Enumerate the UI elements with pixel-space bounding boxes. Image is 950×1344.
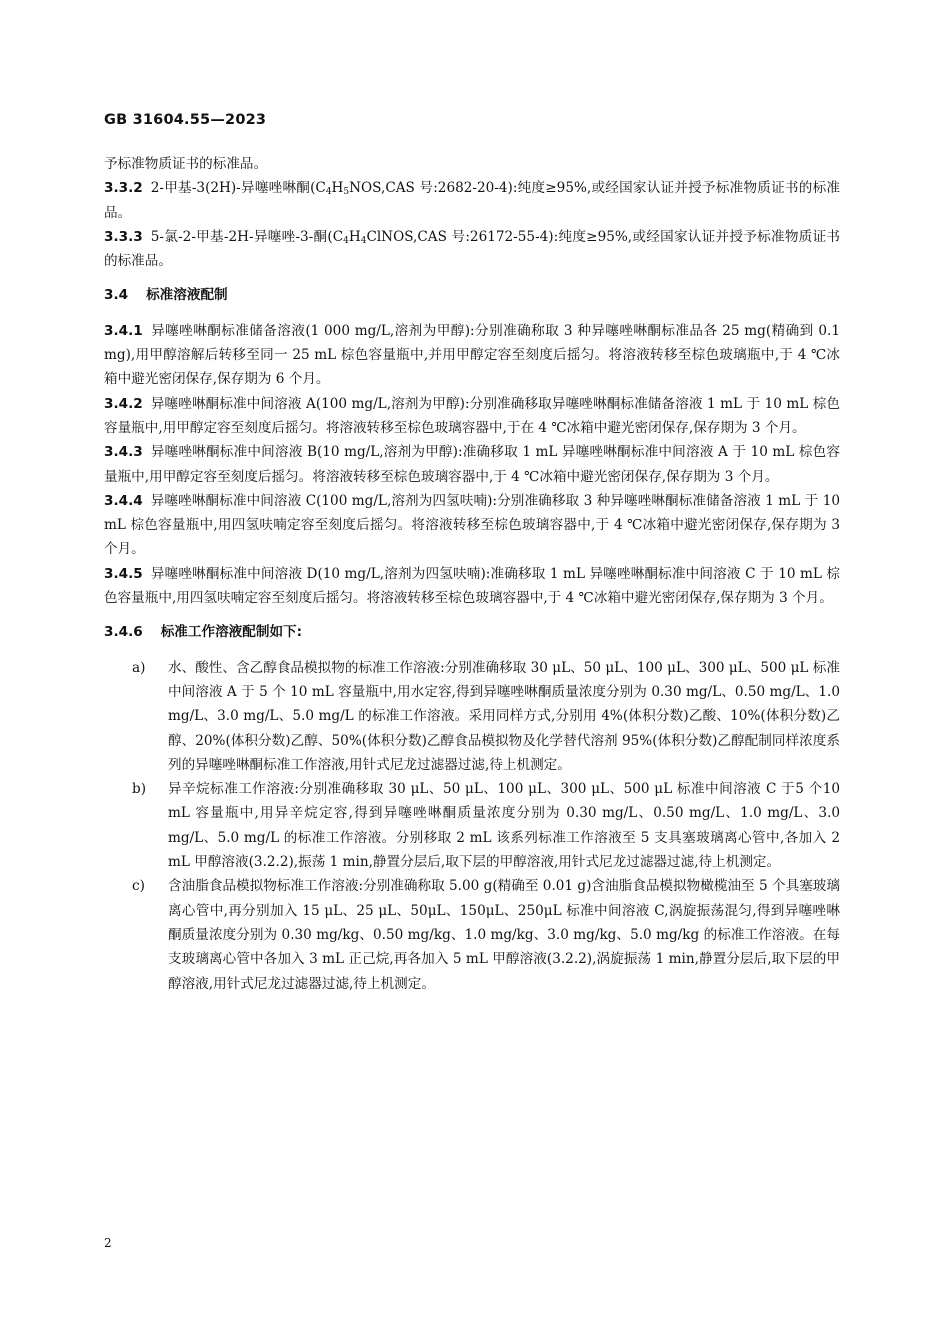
clause-number: 3.4.5 <box>104 565 143 582</box>
page-number: 2 <box>104 1236 112 1250</box>
clause-number: 3.3.3 <box>104 228 143 245</box>
formula-text: H <box>331 180 344 197</box>
clause-text: 5-氯-2-甲基-2H-异噻唑-3-酮(C <box>150 228 344 245</box>
clause-text: 异噻唑啉酮标准中间溶液 D(10 mg/L,溶剂为四氢呋喃):准确移取 1 mL 异噻唑啉酮标准中间溶液 C 于 10 mL 棕色容量瓶中,用四氢呋喃定容至刻度后摇匀。将溶液转移至棕色玻璃容器中,于 4 ℃冰箱中避光密闭保存,保存期为 3 个月。 <box>104 565 840 607</box>
section-number: 3.4 <box>104 287 129 304</box>
clause-text: ClNOS,CAS 号:26172-55-4):纯度≥95%,或经国家认证并授予标准物质证书的标准品。 <box>104 228 840 270</box>
clause-number: 3.4.3 <box>104 444 143 461</box>
list-item-a <box>104 656 840 777</box>
clause-number: 3.4.2 <box>104 395 143 412</box>
clause-number: 3.4.1 <box>104 322 143 339</box>
formula-subscript: 4 <box>325 187 332 198</box>
continued-paragraph: 予标准物质证书的标准品。 <box>104 156 268 172</box>
clause-number: 3.4.4 <box>104 492 143 509</box>
list-item-b <box>104 777 840 874</box>
clause-text: 异噻唑啉酮标准中间溶液 A(100 mg/L,溶剂为甲醇):分别准确移取异噻唑啉酮标准储备溶液 1 mL 于 10 mL 棕色容量瓶中,用甲醇定容至刻度后摇匀。将溶液转移至棕色玻璃容器中,于在 4 ℃冰箱中避光密闭保存,保存期为 3 个月。 <box>104 395 840 436</box>
clause-3-3-2 <box>104 176 840 225</box>
clause-3-4-3 <box>104 440 840 489</box>
section-title: 标准工作溶液配制如下: <box>160 624 303 641</box>
clause-3-4-1 <box>104 319 840 392</box>
clause-3-3-3 <box>104 225 840 274</box>
formula-subscript: 4 <box>360 235 367 246</box>
list-marker: a) <box>132 659 146 676</box>
list-item-text: 异辛烷标准工作溶液:分别准确移取 30 μL、50 μL、100 μL、300 μL、500 μL 标准中间溶液 C 于5 个10 mL 容量瓶中,用异辛烷定容,得到异噻唑啉酮质量浓度分别为 0.30 mg/L、0.50 mg/L、1.0 mg/L、3.0 mg/L、5.0 mg/L 的标准工作溶液。分别移取 2 mL 该系列标准工作溶液至 5 支具塞玻璃离心管中,各加入 2 mL 甲醇溶液(3.2.2),振荡 1 min,静置分层后,取下层的甲醇溶液,用针式尼龙过滤器过滤,待上机测定。 <box>168 781 840 871</box>
document-body <box>104 152 840 996</box>
clause-text: NOS,CAS 号:2682-20-4):纯度≥95%,或经国家认证并授予标准物质证书的标准品。 <box>104 180 840 221</box>
list-item-text: 水、酸性、含乙醇食品模拟物的标准工作溶液:分别准确移取 30 μL、50 μL、100 μL、300 μL、500 μL 标准中间溶液 A 于 5 个 10 mL 容量瓶中,用水定容,得到异噻唑啉酮质量浓度分别为 0.30 mg/L、0.50 mg/L、1.0 mg/L、3.0 mg/L、5.0 mg/L 的标准工作溶液。采用同样方式,分别用 4%(体积分数)乙酸、10%(体积分数)乙醇、20%(体积分数)乙醇、50%(体积分数)乙醇食品模拟物及化学替代溶剂 95%(体积分数)乙醇配制同样浓度系列的异噻唑啉酮标准工作溶液,用针式尼龙过滤器过滤,待上机测定。 <box>168 659 840 773</box>
clause-number: 3.3.2 <box>104 180 143 197</box>
list-marker: c) <box>132 878 145 895</box>
formula-subscript: 5 <box>343 187 350 198</box>
section-heading-3-4-6 <box>104 620 840 644</box>
formula-text: H <box>348 228 361 245</box>
clause-text: 2-甲基-3(2H)-异噻唑啉酮(C <box>150 180 326 197</box>
section-number: 3.4.6 <box>104 624 143 641</box>
section-heading-3-4 <box>104 283 840 307</box>
clause-text: 异噻唑啉酮标准中间溶液 C(100 mg/L,溶剂为四氢呋喃):分别准确移取 3 种异噻唑啉酮标准储备溶液 1 mL 于 10 mL 棕色容量瓶中,用四氢呋喃定容至刻度后摇匀。将溶液转移至棕色玻璃容器中,于 4 ℃冰箱中避光密闭保存,保存期为 3 个月。 <box>104 492 840 558</box>
clause-3-4-5 <box>104 562 840 611</box>
clause-text: 异噻唑啉酮标准中间溶液 B(10 mg/L,溶剂为甲醇):准确移取 1 mL 异噻唑啉酮标准中间溶液 A 于 10 mL 棕色容量瓶中,用甲醇定容至刻度后摇匀。将溶液转移至棕色玻璃容器中,于 4 ℃冰箱中避光密闭保存,保存期为 3 个月。 <box>104 444 840 485</box>
clause-text: 异噻唑啉酮标准储备溶液(1 000 mg/L,溶剂为甲醇):分别准确称取 3 种异噻唑啉酮标准品各 25 mg(精确到 0.1 mg),用甲醇溶解后转移至同一 25 mL 棕色容量瓶中,并用甲醇定容至刻度后摇匀。将溶液转移至棕色玻璃瓶中,于 4 ℃冰箱中避光密闭保存,保存期为 6 个月。 <box>104 322 840 388</box>
formula-subscript: 4 <box>343 235 349 246</box>
clause-3-4-2 <box>104 392 840 441</box>
document-standard-code: GB 31604.55—2023 <box>104 112 267 128</box>
list-marker: b) <box>132 781 147 798</box>
list-item-text: 含油脂食品模拟物标准工作溶液:分别准确称取 5.00 g(精确至 0.01 g)含油脂食品模拟物橄榄油至 5 个具塞玻璃离心管中,再分别加入 15 μL、25 μL、50μL、150μL、250μL 标准中间溶液 C,涡旋振荡混匀,得到异噻唑啉酮质量浓度分别为 0.30 mg/kg、0.50 mg/kg、1.0 mg/kg、3.0 mg/kg、5.0 mg/kg 的标准工作溶液。在每支玻璃离心管中各加入 3 mL 正己烷,再各加入 5 mL 甲醇溶液(3.2.2),涡旋振荡 1 min,静置分层后,取下层的甲醇溶液,用针式尼龙过滤器过滤,待上机测定。 <box>168 878 840 992</box>
list-item-c <box>104 874 840 995</box>
clause-3-4-4 <box>104 489 840 562</box>
section-title: 标准溶液配制 <box>146 287 228 304</box>
